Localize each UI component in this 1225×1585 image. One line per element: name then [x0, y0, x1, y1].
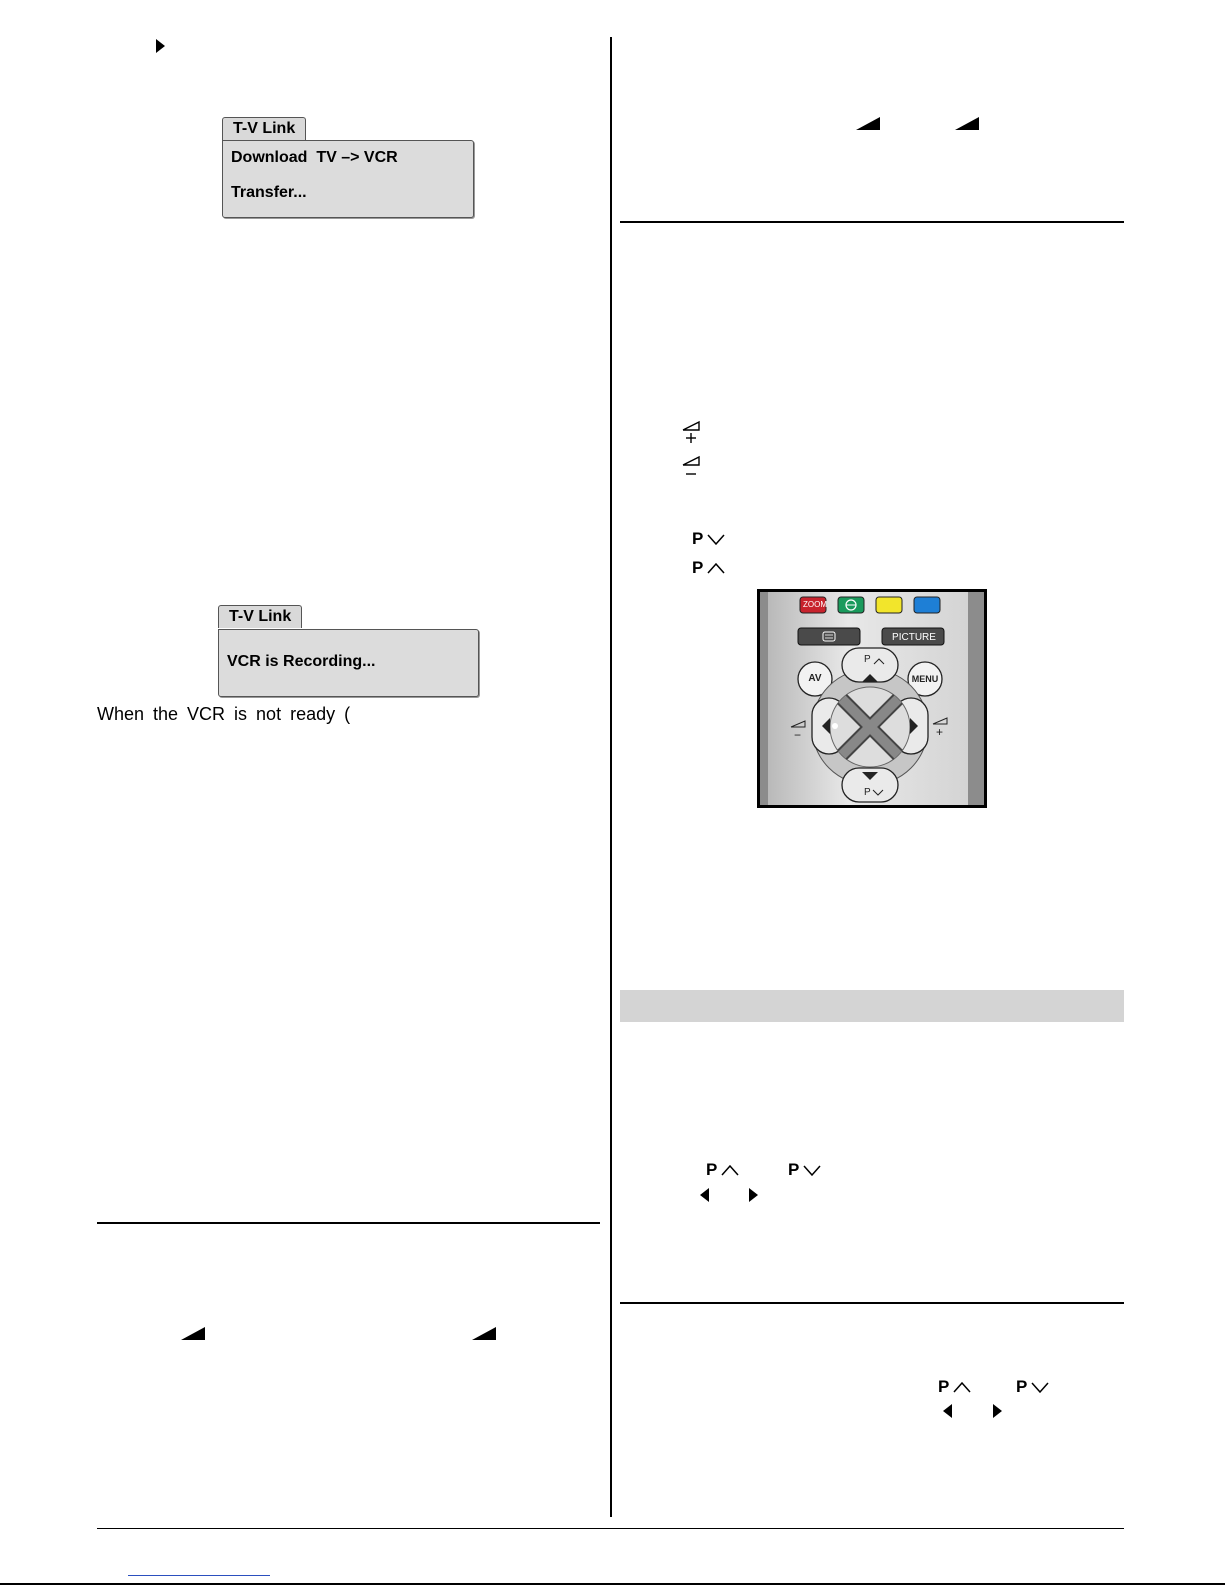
zoom-label: ZOOM: [803, 600, 827, 609]
p-down-key: [1016, 1377, 1049, 1397]
volume-minus-icon: [681, 455, 701, 479]
section-rule: [97, 1222, 600, 1224]
volume-wedge-icon: [856, 117, 880, 130]
p-up-key: [692, 558, 725, 578]
teletext-button: [798, 628, 860, 645]
footer-rule: [97, 1528, 1124, 1529]
blue-button: [914, 597, 940, 613]
p-label: P: [1016, 1377, 1028, 1396]
chevron-up-icon: [707, 563, 725, 574]
p-up-key: [706, 1160, 739, 1180]
remote-control-illustration: [757, 589, 987, 808]
remote-vol-plus-label: +: [936, 725, 944, 739]
volume-wedge-icon: [181, 1327, 205, 1340]
p-label: P: [706, 1160, 718, 1179]
volume-wedge-icon: [472, 1327, 496, 1340]
yellow-button: [876, 597, 902, 613]
av-label: AV: [808, 673, 822, 684]
chevron-down-icon: [803, 1165, 821, 1176]
osd-transfer-line: Transfer...: [231, 184, 307, 201]
p-label: P: [692, 558, 704, 577]
remote-p-down-label: P: [864, 787, 871, 798]
section-rule: [620, 221, 1124, 223]
right-triangle-icon: [156, 39, 165, 53]
osd-recording-line: VCR is Recording...: [227, 653, 376, 670]
p-label: P: [938, 1377, 950, 1396]
p-up-key: [938, 1377, 971, 1397]
column-divider: [610, 37, 612, 1517]
chevron-up-icon: [953, 1382, 971, 1393]
volume-wedge-icon: [955, 117, 979, 130]
osd-tab-tv-link: T-V Link: [218, 605, 302, 628]
chevron-down-icon: [1031, 1382, 1049, 1393]
p-down-key: [692, 529, 725, 549]
left-triangle-icon: [700, 1188, 709, 1202]
footer-link-underline[interactable]: [128, 1575, 270, 1576]
p-label: P: [692, 529, 704, 548]
osd-tab-tv-link: T-V Link: [222, 117, 306, 140]
section-rule: [620, 1302, 1124, 1304]
chevron-down-icon: [707, 534, 725, 545]
section-heading-band: [620, 990, 1124, 1022]
p-label: P: [788, 1160, 800, 1179]
picture-label: PICTURE: [892, 632, 936, 643]
remote-buttons: [760, 592, 984, 805]
osd-recording-panel: [218, 629, 479, 697]
remote-p-up-label: P: [864, 654, 871, 665]
right-triangle-icon: [993, 1404, 1002, 1418]
left-triangle-icon: [943, 1404, 952, 1418]
right-triangle-icon: [749, 1188, 758, 1202]
osd-download-line: Download TV –> VCR: [231, 149, 398, 166]
vcr-not-ready-text: When the VCR is not ready (: [97, 704, 351, 724]
volume-plus-icon: [681, 420, 701, 444]
menu-label: MENU: [911, 674, 939, 684]
osd-download-panel: [222, 140, 474, 218]
chevron-up-icon: [721, 1165, 739, 1176]
p-down-key: [788, 1160, 821, 1180]
remote-vol-minus-label: −: [794, 728, 802, 742]
